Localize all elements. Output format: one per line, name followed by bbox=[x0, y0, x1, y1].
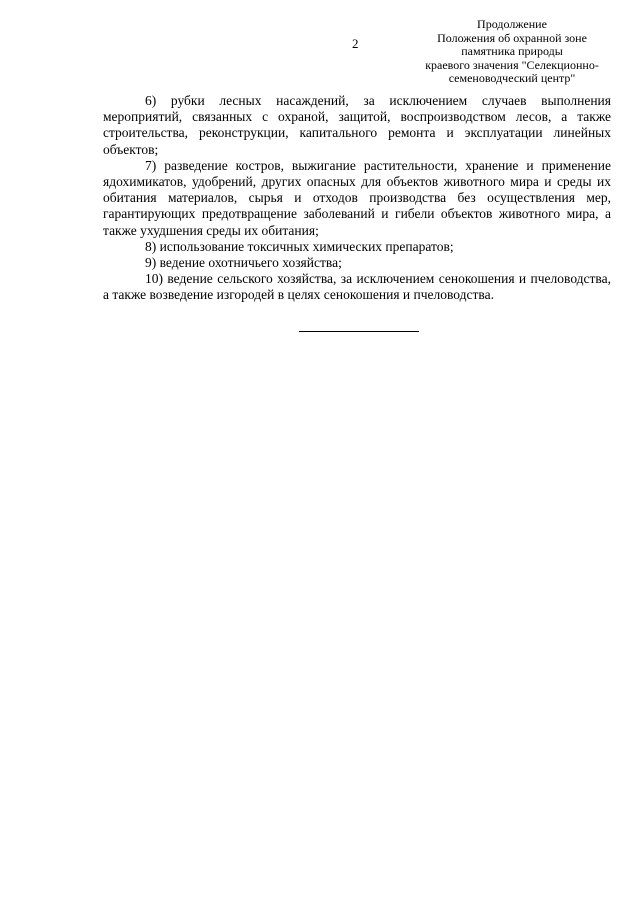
header-note-line: семеноводческий центр" bbox=[448, 71, 576, 85]
paragraph-item-8: 8) использование токсичных химических препаратов; bbox=[145, 238, 454, 254]
body-text bbox=[103, 93, 611, 304]
paragraph-item-6: 6) рубки лесных насаждений, за исключением случаев выполнения мероприятий, связанных с охраной, защитой, воспроизводством лесов, а также строительства, реконструкции, капитального ремонта и эксплуатации линейных объектов; bbox=[103, 93, 611, 157]
header-note-line: памятника природы bbox=[461, 44, 563, 58]
header-note-line: Положения об охранной зоне bbox=[437, 30, 587, 45]
paragraph-item-10: 10) ведение сельского хозяйства, за исключением сенокошения и пчеловодства, а также возведение изгородей в целях сенокошения и пчеловодства. bbox=[103, 271, 611, 303]
paragraph-item-7: 7) разведение костров, выжигание растительности, хранение и применение ядохимикатов, удобрений, других опасных для объектов животного мира и среды их обитания материалов, сырья и отходов производства без осуществления мер, гарантирующих предотвращение заболеваний и гибели объектов животного мира, а также ухудшения среды их обитания; bbox=[103, 157, 611, 238]
end-divider bbox=[299, 331, 419, 332]
paragraph-item-9: 9) ведение охотничьего хозяйства; bbox=[145, 255, 342, 271]
header-note-line: Продолжение bbox=[477, 17, 547, 31]
header-note bbox=[412, 18, 612, 86]
header-note-line: краевого значения "Селекционно- bbox=[425, 57, 599, 72]
page-number: 2 bbox=[352, 36, 359, 51]
